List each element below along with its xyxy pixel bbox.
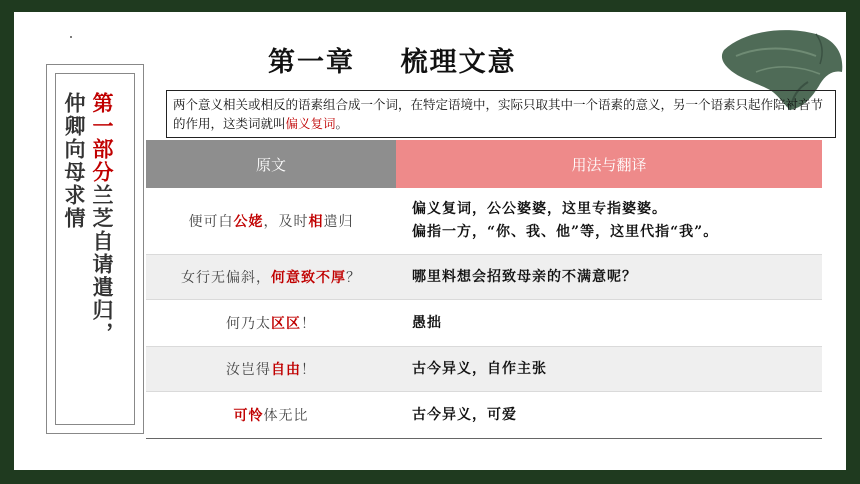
- translation-cell: [396, 300, 822, 346]
- original-text-segment: 女行无偏斜，: [181, 270, 271, 286]
- original-text-segment: 汝岂得: [226, 362, 271, 378]
- section-subtitle-col1: 仲卿向母求情: [62, 92, 87, 230]
- translation-cell: [396, 392, 822, 438]
- translation-line: 偏义复词，公公婆婆，这里专指婆婆。: [412, 201, 667, 217]
- table-header: [146, 140, 822, 188]
- original-text-cell: [146, 347, 396, 391]
- table-row: [146, 391, 822, 438]
- highlighted-word: 公姥: [233, 214, 264, 230]
- header-original: 原文: [146, 140, 396, 188]
- original-text-segment: ！: [301, 362, 316, 378]
- translation-cell: [396, 255, 822, 299]
- highlighted-word: 何意致不厚: [271, 270, 346, 286]
- original-text-segment: 体无比: [263, 408, 309, 424]
- translation-line: 古今异义，自作主张: [412, 360, 547, 377]
- highlighted-word: 相: [308, 214, 324, 230]
- translation-line: 哪里料想会招致母亲的不满意呢？: [412, 268, 637, 285]
- section-subtitle-col2: [90, 92, 114, 345]
- original-text-cell: [146, 255, 396, 299]
- original-text-cell: [146, 188, 396, 254]
- note-text: 两个意义相关或相反的语素组合成一个词，在特定语境中，实际只取其中一个语素的意义，另一个语素只起作陪衬音节的作用，这类词就叫: [173, 97, 824, 131]
- translation-line: 愚拙: [412, 314, 442, 331]
- original-text-cell: [146, 300, 396, 346]
- vocabulary-table: [146, 140, 822, 439]
- page-title: 第一章 梳理文意: [268, 47, 517, 78]
- original-text-segment: ，及时: [263, 214, 309, 230]
- definition-note: [166, 90, 836, 138]
- original-text-cell: [146, 392, 396, 438]
- original-text-segment: ！: [301, 316, 316, 332]
- translation-line: 古今异义，可爱: [412, 406, 517, 423]
- table-row: [146, 346, 822, 391]
- note-end: 。: [335, 116, 349, 131]
- table-row: [146, 299, 822, 346]
- original-text-segment: ？: [346, 270, 361, 286]
- original-text-segment: 便可白: [188, 214, 234, 230]
- table-row: [146, 254, 822, 299]
- dot-mark: [70, 36, 72, 38]
- table-body: [146, 188, 822, 438]
- highlighted-word: 自由: [271, 362, 301, 378]
- header-usage: 用法与翻译: [396, 140, 822, 188]
- original-text-segment: 何乃太: [226, 316, 271, 332]
- section-title-box: [46, 64, 144, 434]
- original-text-segment: 遣归: [323, 214, 354, 230]
- slide: [14, 12, 846, 470]
- translation-cell: [396, 188, 822, 254]
- translation-cell: [396, 347, 822, 391]
- section-title-inner-frame: [55, 73, 135, 425]
- part-topic: 兰芝自请遣归，: [90, 184, 115, 345]
- part-label: 第一部分: [90, 92, 115, 184]
- translation-line: 偏指一方，“你、我、他”等，这里代指“我”。: [412, 224, 719, 240]
- highlighted-word: 区区: [271, 316, 301, 332]
- highlighted-word: 可怜: [233, 408, 264, 424]
- note-highlight: 偏义复词: [285, 116, 336, 131]
- table-row: [146, 188, 822, 254]
